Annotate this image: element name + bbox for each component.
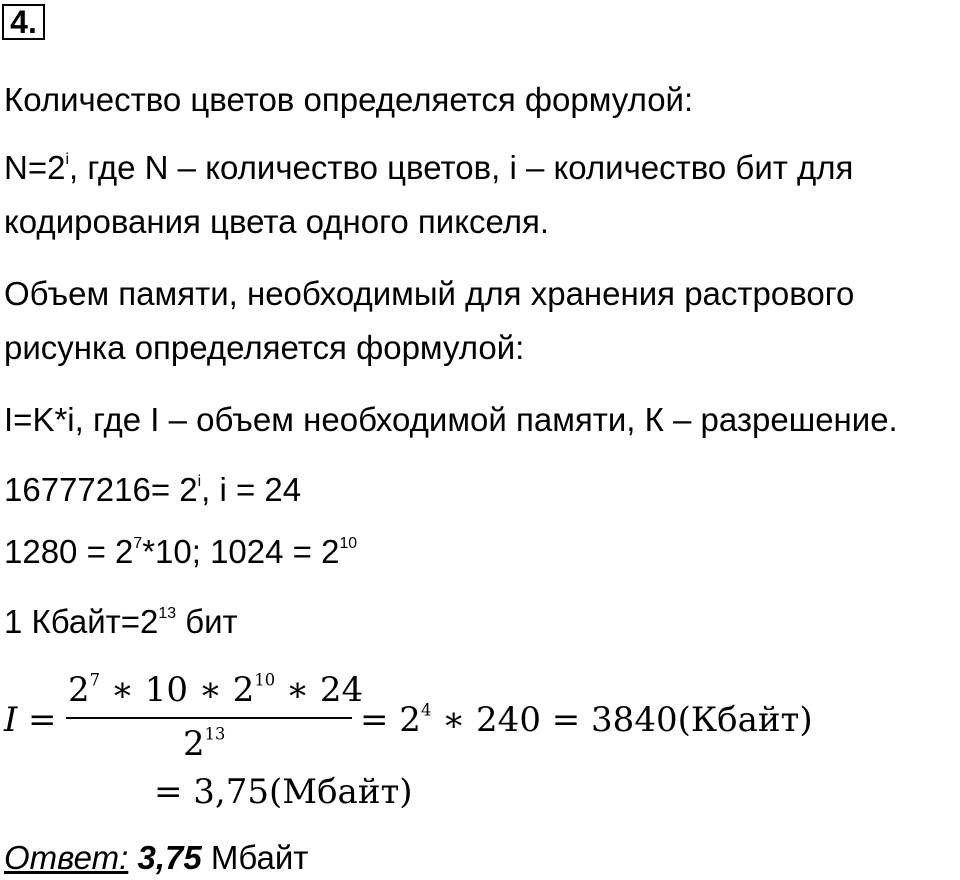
- fraction-bar: [66, 717, 352, 719]
- text-line-6: I=K*i, где I – объем необходимой памяти, К – разрешение.: [4, 401, 898, 438]
- text-line-7: [4, 470, 301, 510]
- formula-numerator: $2^7$ ∗ 10 ∗ $2^{10}$ ∗ 24: [68, 670, 364, 710]
- formula-n-exp: i: [65, 150, 69, 168]
- text-line-4: Объем памяти, необходимый для хранения растрового: [4, 275, 855, 312]
- text-line-2: [4, 148, 853, 188]
- res-eq-exp2: 10: [339, 534, 358, 552]
- kbyte-eq-a: 1 Кбайт=2: [4, 603, 159, 640]
- formula-lhs: I: [4, 700, 18, 740]
- text-line-9: [4, 602, 238, 642]
- answer-unit: Мбайт: [210, 839, 309, 876]
- colors-eq-exp: i: [197, 472, 202, 490]
- kbyte-eq-b: бит: [176, 603, 238, 640]
- text-line-5: рисунка определяется формулой:: [4, 329, 525, 366]
- formula-rhs: = $2^4$ ∗ 240 = 3840(Кбайт): [360, 700, 813, 740]
- answer-label: Ответ:: [4, 839, 129, 876]
- text-line-8: [4, 532, 357, 572]
- text-line-3: кодирования цвета одного пикселя.: [4, 203, 550, 240]
- formula-rhs-line2: = 3,75(Мбайт): [154, 772, 413, 812]
- res-eq-a: 1280 = 2: [4, 533, 134, 570]
- formula-n-base: N=2: [4, 149, 66, 186]
- colors-eq-result: , i = 24: [201, 471, 302, 508]
- text-line-1: Количество цветов определяется формулой:: [4, 81, 694, 118]
- answer-line: [4, 838, 308, 878]
- kbyte-eq-exp: 13: [158, 604, 177, 622]
- formula-n-desc: , где N – количество цветов, i – количество бит для: [69, 149, 854, 186]
- answer-value: 3,75: [137, 839, 202, 876]
- res-eq-b: *10; 1024 = 2: [142, 533, 340, 570]
- res-eq-exp1: 7: [133, 534, 143, 552]
- colors-eq-base: 16777216= 2: [4, 471, 198, 508]
- formula-eq-sign: =: [28, 700, 57, 740]
- task-number-box: 4.: [2, 4, 45, 40]
- formula-denominator: $2^{13}$: [183, 724, 226, 764]
